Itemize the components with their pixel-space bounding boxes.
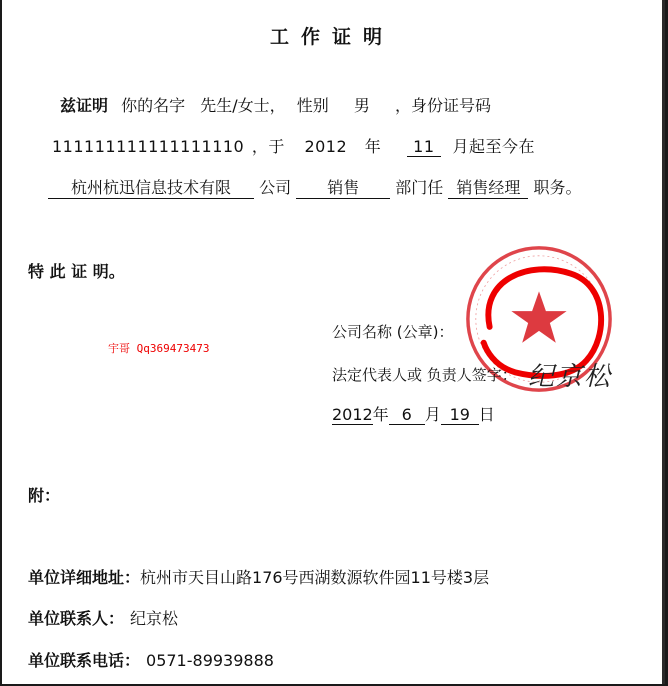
- date-year-label: 年: [372, 405, 389, 424]
- date-day: 19: [441, 405, 479, 425]
- company-suffix: 公司: [259, 178, 292, 197]
- company-name-seal-label: 公司名称 (公章)：: [332, 323, 454, 341]
- department-name: 销售: [296, 175, 390, 199]
- signature-date: [332, 402, 495, 425]
- date-year: 2012: [332, 405, 373, 424]
- representative-label: 法定代表人或 负责人签字：: [332, 366, 517, 384]
- handwritten-signature: 纪京松: [528, 362, 613, 392]
- date-day-label: 日: [478, 405, 495, 424]
- contact-value: 纪京松: [130, 609, 179, 628]
- gender-label: 性别: [296, 96, 329, 115]
- phone-value: 0571-89939888: [146, 651, 274, 670]
- start-year: 2012: [304, 137, 348, 156]
- body-line-2: [52, 134, 535, 157]
- position-suffix: 职务。: [533, 178, 582, 197]
- gender-value: 男: [353, 96, 370, 115]
- position-title: 销售经理: [448, 175, 528, 199]
- date-month: 6: [389, 405, 425, 425]
- phone-label: 单位联系电话：: [28, 651, 141, 670]
- employee-name: 你的名字: [121, 96, 186, 115]
- contact-line: [28, 606, 178, 629]
- address-label: 单位详细地址：: [28, 568, 141, 587]
- since-label: ，于: [251, 137, 285, 156]
- attachment-label: 附：: [28, 486, 61, 505]
- address-value: 杭州市天目山路176号西湖数源软件园11号楼3层: [140, 568, 490, 587]
- watermark-text: 宇哥 Qq369473473: [108, 342, 210, 355]
- contact-label: 单位联系人：: [28, 609, 125, 628]
- certificate-page: [2, 0, 665, 684]
- body-line-3: [48, 175, 582, 199]
- month-label: 月起至今在: [452, 137, 535, 156]
- intro-text: 兹证明: [60, 96, 109, 115]
- phone-line: [28, 648, 274, 671]
- salutation: 先生/女士，: [200, 96, 286, 115]
- year-label: 年: [364, 137, 382, 156]
- date-month-label: 月: [424, 405, 441, 424]
- start-month: 11: [407, 137, 441, 157]
- body-line-1: [60, 93, 491, 116]
- company-name: 杭州杭迅信息技术有限: [48, 175, 254, 199]
- certify-statement: 特 此 证 明。: [28, 262, 125, 281]
- department-label: 部门任: [395, 178, 444, 197]
- id-label: ，身份证号码: [394, 96, 491, 115]
- id-number: 111111111111111110: [52, 137, 245, 156]
- address-line: [28, 565, 489, 588]
- document-title: 工作证明: [269, 26, 394, 48]
